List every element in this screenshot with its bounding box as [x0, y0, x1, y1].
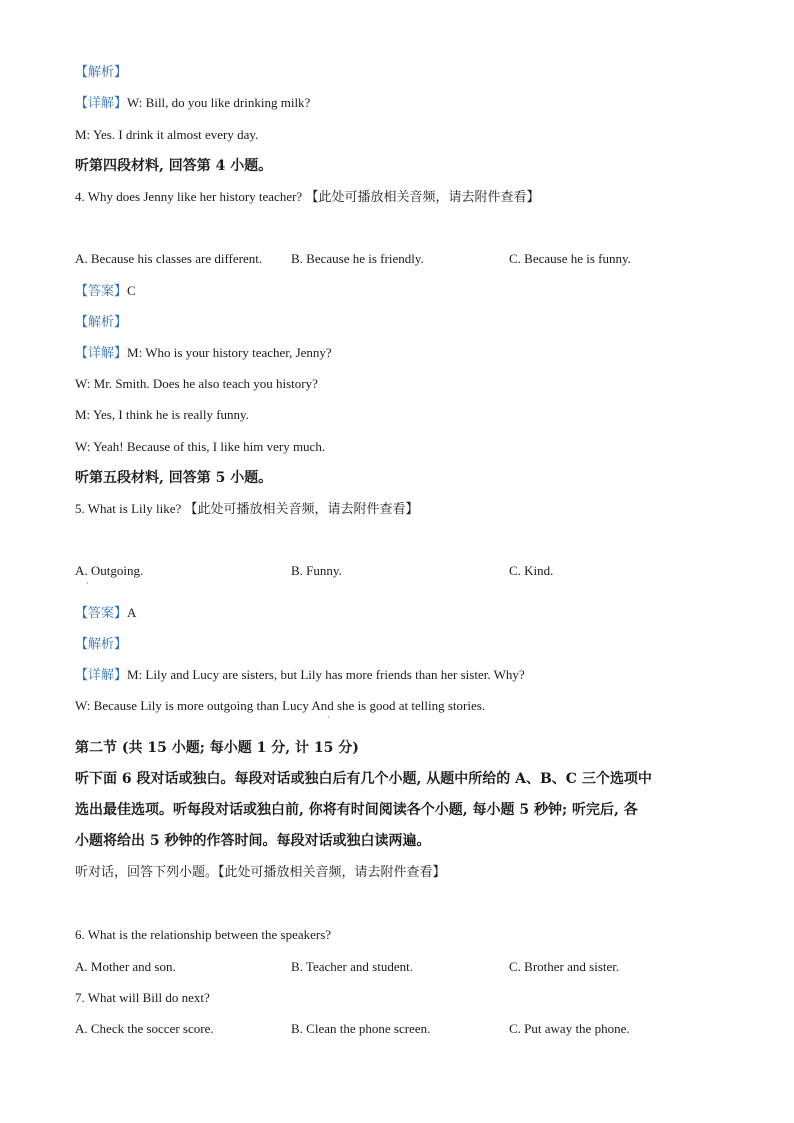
instructions-line-3: 小题将给出 5 秒钟的作答时间。每段对话或独白读两遍。 — [75, 833, 431, 849]
question-6: 6. What is the relationship between the speakers? — [75, 927, 332, 942]
question-7-options — [75, 1020, 715, 1038]
audio-note-link[interactable]: 【此处可播放相关音频，请去附件查看】 — [218, 865, 446, 880]
stray-dot-mark: · — [327, 713, 330, 722]
option-b: B. Teacher and student. — [291, 959, 413, 974]
option-b: B. Funny. — [291, 563, 342, 578]
dialogue-text: M: Lily and Lucy are sisters, but Lily has more friends than her sister. Why? — [127, 667, 525, 682]
option-c: C. Kind. — [509, 563, 554, 578]
detail-line-3b: M: Yes. I drink it almost every day. — [75, 127, 259, 142]
option-a: A. Outgoing. — [75, 563, 144, 578]
answer-tag: 【答案】 — [75, 284, 128, 299]
question-text: 4. Why does Jenny like her history teacher? — [75, 189, 303, 204]
detail-line-4c: M: Yes, I think he is really funny. — [75, 407, 249, 422]
analysis-tag: 【解析】 — [75, 637, 128, 652]
detail-line-5a — [75, 666, 525, 685]
question-4-options — [75, 250, 715, 268]
detail-line-4a — [75, 344, 332, 363]
detail-tag: 【详解】 — [75, 346, 128, 361]
listen-text: 听对话，回答下列小题。 — [75, 865, 219, 880]
option-b: B. Clean the phone screen. — [291, 1021, 431, 1036]
analysis-tag: 【解析】 — [75, 315, 128, 330]
dialogue-text: M: Who is your history teacher, Jenny? — [127, 345, 332, 360]
option-c: C. Because he is funny. — [509, 251, 631, 266]
detail-line-3a — [75, 94, 310, 113]
stray-dot-mark: · — [86, 579, 89, 588]
question-5 — [75, 500, 419, 519]
question-4 — [75, 188, 539, 207]
question-5-options — [75, 562, 715, 580]
analysis-heading-5 — [75, 635, 127, 654]
answer-tag: 【答案】 — [75, 606, 128, 621]
question-text: 5. What is Lily like? — [75, 501, 182, 516]
analysis-heading-4 — [75, 313, 127, 332]
answer-value: C — [127, 283, 136, 298]
option-a: A. Check the soccer score. — [75, 1021, 214, 1036]
question-7: 7. What will Bill do next? — [75, 990, 210, 1005]
detail-tag: 【详解】 — [75, 668, 128, 683]
option-c: C. Brother and sister. — [509, 959, 620, 974]
answer-value: A — [127, 605, 137, 620]
detail-tag: 【详解】 — [75, 96, 128, 111]
option-a: A. Mother and son. — [75, 959, 176, 974]
detail-line-4d: W: Yeah! Because of this, I like him very much. — [75, 439, 326, 454]
part-two-heading: 第二节 (共 15 小题; 每小题 1 分, 计 15 分) — [75, 740, 359, 756]
detail-line-5b: W: Because Lily is more outgoing than Lucy And she is good at telling stories. — [75, 698, 486, 713]
section-heading-5: 听第五段材料, 回答第 5 小题。 — [75, 470, 273, 486]
option-b: B. Because he is friendly. — [291, 251, 424, 266]
analysis-tag: 【解析】 — [75, 65, 128, 80]
instructions-line-1: 听下面 6 段对话或独白。每段对话或独白后有几个小题, 从题中所给的 A、B、C 三个选项中 — [75, 771, 652, 787]
answer-5 — [75, 604, 136, 623]
section-heading-4: 听第四段材料, 回答第 4 小题。 — [75, 158, 273, 174]
detail-line-4b: W: Mr. Smith. Does he also teach you history? — [75, 376, 318, 391]
option-a: A. Because his classes are different. — [75, 251, 263, 266]
audio-note-link[interactable]: 【此处可播放相关音频，请去附件查看】 — [305, 190, 540, 205]
question-6-options — [75, 958, 715, 976]
option-c: C. Put away the phone. — [509, 1021, 630, 1036]
dialogue-text: W: Bill, do you like drinking milk? — [127, 95, 311, 110]
answer-4 — [75, 282, 136, 301]
instructions-line-2: 选出最佳选项。听每段对话或独白前, 你将有时间阅读各个小题, 每小题 5 秒钟; 听完后, 各 — [75, 802, 638, 818]
listen-instruction — [75, 864, 446, 882]
analysis-heading-3 — [75, 63, 127, 82]
audio-note-link[interactable]: 【此处可播放相关音频，请去附件查看】 — [184, 502, 419, 517]
